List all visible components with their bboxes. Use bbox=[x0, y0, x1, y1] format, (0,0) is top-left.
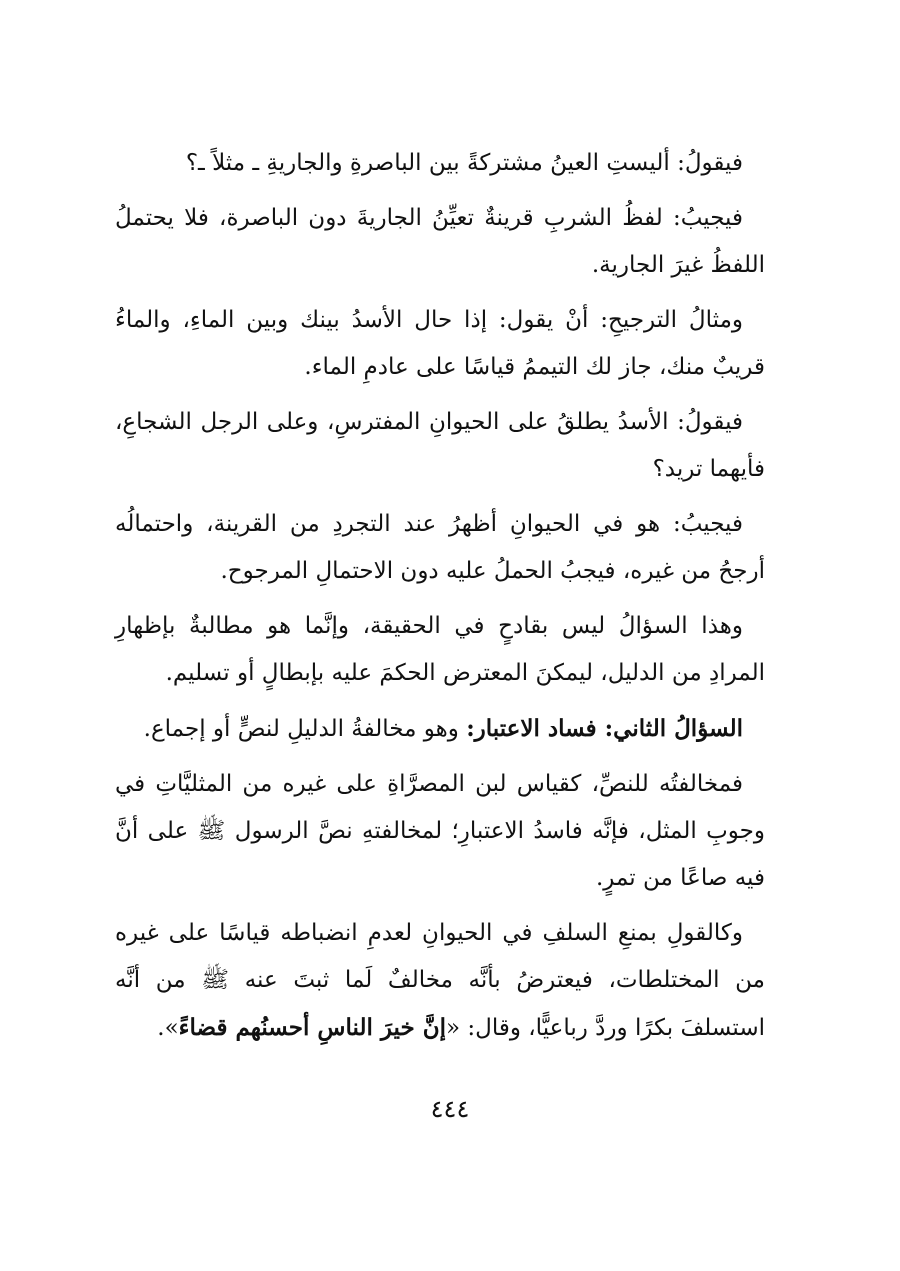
paragraph-2-text: فيجيبُ: لفظُ الشربِ قرينةٌ تعيِّنُ الجاريةَ دون الباصرة، فلا يحتملُ اللفظُ غيرَ الجارية. bbox=[115, 205, 765, 278]
paragraph-3-text: ومثالُ الترجيحِ: أنْ يقول: إذا حال الأسدُ بينك وبين الماءِ، والماءُ قريبٌ منك، جاز لك التيممُ قياسًا على عادمِ الماء. bbox=[115, 307, 765, 380]
hadith-quote: إنَّ خيرَ الناسِ أحسنُهم قضاءً bbox=[178, 1014, 446, 1041]
paragraph-4 bbox=[115, 399, 765, 493]
paragraph-7-text: وهو مخالفةُ الدليلِ لنصٍّ أو إجماع. bbox=[143, 716, 467, 742]
paragraph-5 bbox=[115, 501, 765, 595]
paragraph-5-text: فيجيبُ: هو في الحيوانِ أظهرُ عند التجردِ من القرينة، واحتمالُه أرجحُ من غيره، فيجبُ الحملُ عليه دون الاحتمالِ المرجوح. bbox=[115, 511, 765, 584]
paragraph-9-tail: ». bbox=[157, 1015, 179, 1041]
paragraph-9 bbox=[115, 910, 765, 1052]
paragraph-3 bbox=[115, 297, 765, 391]
section-heading: السؤالُ الثاني: فساد الاعتبار: bbox=[466, 715, 743, 742]
paragraph-1 bbox=[115, 140, 765, 187]
paragraph-8 bbox=[115, 761, 765, 902]
paragraph-4-text: فيقولُ: الأسدُ يطلقُ على الحيوانِ المفترسِ، وعلى الرجل الشجاعِ، فأيهما تريد؟ bbox=[115, 409, 765, 482]
paragraph-9-text: وكالقولِ بمنعِ السلفِ في الحيوانِ لعدمِ انضباطه قياسًا على غيره من المختلطات، فيعترضُ بأنَّه مخالفٌ لَما ثبتَ عنه ﷺ من أنَّه استسلفَ بكرًا وردَّ رباعيًّا، وقال: « bbox=[115, 920, 765, 1041]
paragraph-7 bbox=[115, 705, 765, 753]
page-body bbox=[115, 140, 765, 1060]
paragraph-6 bbox=[115, 603, 765, 697]
page-number: ٤٤٤ bbox=[430, 1095, 470, 1123]
paragraph-6-text: وهذا السؤالُ ليس بقادحٍ في الحقيقة، وإنَّما هو مطالبةٌ بإظهارِ المرادِ من الدليل، ليمكنَ المعترض الحكمَ عليه بإبطالٍ أو تسليم. bbox=[115, 613, 765, 686]
paragraph-2 bbox=[115, 195, 765, 289]
paragraph-8-text: فمخالفتُه للنصِّ، كقياس لبن المصرَّاةِ على غيره من المثليَّاتِ في وجوبِ المثل، فإنَّه فاسدُ الاعتبارِ؛ لمخالفتهِ نصَّ الرسول ﷺ على أنَّ فيه صاعًا من تمرٍ. bbox=[115, 771, 765, 891]
paragraph-1-text: فيقولُ: أليستِ العينُ مشتركةً بين الباصرةِ والجاريةِ ـ مثلاً ـ؟ bbox=[185, 150, 743, 176]
